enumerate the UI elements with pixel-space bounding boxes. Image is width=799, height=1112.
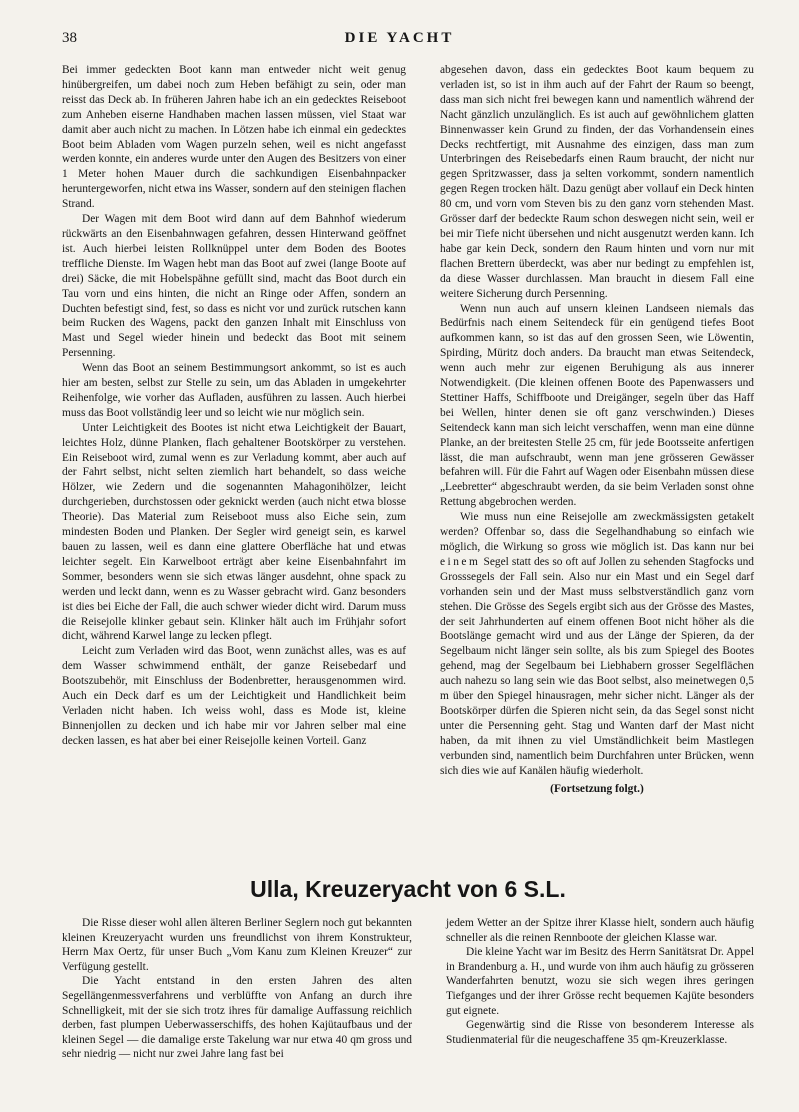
paragraph-text: Wie muss nun eine Reisejolle am zweckmässigsten getakelt werden? Offenbar so, dass die Segelhandhabung so einfach wie möglich, die Wirkung so gross wie möglich ist. Das kann nur bei bbox=[440, 511, 754, 553]
paragraph: Die kleine Yacht war im Besitz des Herrn Sanitätsrat Dr. Appel in Brandenburg a. H., und wurde von ihm auch häufig zu grösseren Wanderfahrten benutzt, wozu sie sich wegen ihres geringen Tiefganges und der ihrer Grösse recht bequemen Kajüte besonders gut eignete. bbox=[446, 946, 754, 1017]
paragraph: Unter Leichtigkeit des Bootes ist nicht etwa Leichtigkeit der Bauart, leichtes Holz, dünne Planken, flach gehaltener Bootskörper zu verstehen. Ein Reiseboot wird, zumal wenn es zur Verladung kommt, aber auch auf der Fahrt selbst, nicht selten ziemlich hart behandelt, so dass weiche Hölzer, wie Zedern und die sogenannten Mahagonihölzer, leicht durchgerieben, durchstossen oder geknickt werden (auch nicht etwa blosse Theorie). Das Material zum Reiseboot muss also Eiche sein, zum mindesten Boden und Planken. Der Segler wird geneigt sein, es karwel bauen zu lassen, weil es dann eine glattere Oberfläche hat und etwas leichter segelt. Ein Karwelboot erträgt aber keine Eisenbahnfahrt im Sommer, besonders wenn sie sich etwas länger ausdehnt, ohne spack zu werden und leckt dann, wenn es zu Wasser gebracht wird. Ganz besonders ist dies bei Eiche der Fall, die auch schwer wieder dicht wird. Darum muss die Reisejolle klinker gebaut sein. Klinker hält auch im Frühjahr sofort dicht, während Karwel lange zu lecken pflegt. bbox=[62, 421, 406, 643]
paragraph: abgesehen davon, dass ein gedecktes Boot kaum bequem zu verladen ist, so ist in ihm auch auf der Fahrt der Raum so beengt, dass man sich nicht frei bewegen kann und namentlich während der Nacht gänzlich unzulänglich. Es ist auch auf gewöhnlichem glatten Binnenwasser kein Grund zu finden, der das Vorhandensein eines Decks rechtfertigt, mit Ausnahme des einzigen, dass man zum Unterbringen des Reisebedarfs einen Raum braucht, der nicht nur gegen Spritzwasser, dass ja selten vorkommt, sondern namentlich gegen Regen trocken hält. Dazu genügt aber vollauf ein Deck hinten 80 cm, und vorn vom Steven bis zu den ganz vorn stehenden Mast. Grösser darf der bedeckte Raum schon deswegen nicht sein, weil er bei mir Tiefe nicht übersehen und nicht ausgenutzt werden kann. Ich habe gar kein Deck, sondern den Raum hinten und vorn nur mit flachen Brettern überdeckt, was aber nur bedingt zu empfehlen ist, da diese Wasser durchlassen. Man braucht in diesem Fall eine weitere Sicherung durch Persenning. bbox=[440, 64, 754, 300]
paragraph bbox=[440, 510, 754, 778]
emphasis-word: einem bbox=[440, 555, 481, 568]
paragraph: Der Wagen mit dem Boot wird dann auf dem Bahnhof wiederum rückwärts an den Eisenbahnwagen gefahren, dessen Hinterwand geöffnet ist. Auch hierbei leisten Rollknüppel unter dem Boden des Bootes treffliche Dienste. Im Wagen hebt man das Boot auf zwei (lange Boote auf drei) Säcke, die mit Hobelspähne gefüllt sind, macht das Boot durch ein Tau vorn und eins hinten, die nicht an Ringe oder Affen, sondern an Duchten befestigt sind, fest, so dass es nicht vor und zurück rutschen kann beim Rucken des Wagens, packt den ganzen Inhalt mit Einschluss von Mast und Segel wieder hinein und bedeckt das Boot mit seinem Persenning. bbox=[62, 213, 406, 360]
page-header bbox=[62, 30, 737, 52]
running-head: DIE YACHT bbox=[344, 30, 455, 46]
paragraph: Die Risse dieser wohl allen älteren Berliner Seglern noch gut bekannten kleinen Kreuzeryacht wurden uns freundlichst von ihrem Konstrukteur, Herrn Max Oertz, für unser Buch „Vom Kanu zum Kleinen Kreuzer“ zur Verfügung gestellt. bbox=[62, 917, 412, 973]
top-right-column bbox=[440, 63, 754, 796]
article-right-column bbox=[446, 916, 754, 1047]
paragraph-text: Segel statt des so oft auf Jollen zu sehenden Stagfocks und Grosssegels der Fall sein. Also nur ein Mast und ein Segel darf vorhanden sein und der Mast muss selbstverständlich ganz vorn stehen. Die Grösse des Segels ergibt sich aus der Grösse des Mastes, der seit Jahrhunderten auf einem offenen Boot nicht höher als die Bootslänge gemacht wird und aus der Länge der Spieren, da der Segelbaum nicht länger sein sollte, als bis zum Spiegel des Bootes gehend, mag der Segelbaum bei Liebhabern grosser Segelflächen auch nahezu so lang sein wie das Boot selbst, also meinetwegen 0,5 m über den Spiegel hinausragen, mehr sicher nicht. Länger als der Bootskörper dürfen die Spieren nicht sein, da das Segel sonst nicht unter die Persenning geht. Stag und Wanten darf der Mast nicht haben, da mit ihnen zu viel Umständlichkeit beim Mastlegen verbunden sind, namentlich beim Durchfahren unter Brücken, wenn sich dies wie auf Kanälen häufig wiederholt. bbox=[440, 555, 754, 777]
page-number: 38 bbox=[62, 30, 77, 46]
article-left-column bbox=[62, 916, 412, 1062]
paragraph: Leicht zum Verladen wird das Boot, wenn zunächst alles, was es auf dem Wasser schwimmend enthält, der ganze Reisebedarf und Bootszubehör, mit Einschluss der Bodenbretter, herausgenommen wird. Auch ein Deck darf es um der Leichtigkeit und Handlichkeit beim Verladen nicht haben. Ich weiss wohl, dass es Mode ist, kleine Binnenjollen zu decken und ich habe mir vor Jahren selber mal eine decken lassen, es hat aber bei einer Reisejolle keinen Vorteil. Ganz bbox=[62, 645, 406, 747]
paragraph: jedem Wetter an der Spitze ihrer Klasse hielt, sondern auch häufig schneller als die reinen Rennboote der gleichen Klasse war. bbox=[446, 917, 754, 944]
paragraph: Gegenwärtig sind die Risse von besonderem Interesse als Studienmaterial für die neugeschaffene 35 qm-Kreuzerklasse. bbox=[446, 1019, 754, 1046]
paragraph: Wenn nun auch auf unsern kleinen Landseen niemals das Bedürfnis nach einem Seitendeck für ein genügend tiefes Boot aufkommen kann, so ist das auf den grossen Seen, wie Löwentin, Spirding, Müritz doch anders. Da braucht man etwas Seitendeck, wenn auch mehr zur eigenen Beruhigung als aus innerer Notwendigkeit. (Die kleinen offenen Boote des Papenwassers und Stettiner Haffs, Schiffboote und Dreigänger, segeln über das Haff bei Wellen, hinter denen sie oft ganz verschwinden.) Dieses Seitendeck kann man sich leicht verschaffen, wenn man eine dünne Planke, an der breitesten Stelle 25 cm, für jede Bootsseite anfertigen lässt, die man aufschraubt, wenn man jene grösseren Gewässer befahren will. Für die Fahrt auf Wagen oder Eisenbahn müssen diese „Leebretter“ abgeschraubt werden, da sie beim Verladen sonst ohne Rettung abgebrochen werden. bbox=[440, 302, 754, 509]
paragraph: Wenn das Boot an seinem Bestimmungsort ankommt, so ist es auch hier am besten, selbst zur Stelle zu sein, um das Abladen in umgekehrter Reihenfolge, wie vorher das Aufladen, ausführen zu lassen. Auch hierbei muss das Boot vollständig leer und so leicht wie nur möglich sein. bbox=[62, 362, 406, 419]
top-left-column bbox=[62, 63, 406, 749]
paragraph: Bei immer gedeckten Boot kann man entweder nicht weit genug hinübergreifen, um dabei noch zum Heben befähigt zu sein, oder man reisst das Deck ab. In früheren Jahren habe ich an ein gedecktes Reiseboot zum Anheben eiserne Handhaben machen lassen müssen, viel Staat war damit aber auch nicht zu machen. In Lötzen habe ich einmal ein gedecktes Boot beim Abladen vom Wagen purzeln sehen, weil es nicht angefasst werden konnte, ein anderes wurde unter den Augen des Besitzers von einer 1 Meter hohen Mauer durch die sachkundigen Eisenbahnpacker heruntergeworfen, nicht etwa ins Wasser, sondern auf den steinigen flachen Strand. bbox=[62, 64, 406, 211]
article-title: Ulla, Kreuzeryacht von 6 S.L. bbox=[250, 876, 566, 902]
continuation-note: (Fortsetzung folgt.) bbox=[550, 782, 644, 795]
paragraph: Die Yacht entstand in den ersten Jahren des alten Segellängenmessverfahrens und verblüffte von Anfang an durch ihre Schnelligkeit, mit der sie sich trotz ihres für damalige Auffassung reichlich derben, fast plumpen Ueberwasserschiffs, des hohen Kajütaufbaus und der kleinen Segel — die damalige erste Takelung war nur etwa 40 qm gross und sehr niedrig — nicht nur zwei Jahre lang fast bei bbox=[62, 975, 412, 1061]
